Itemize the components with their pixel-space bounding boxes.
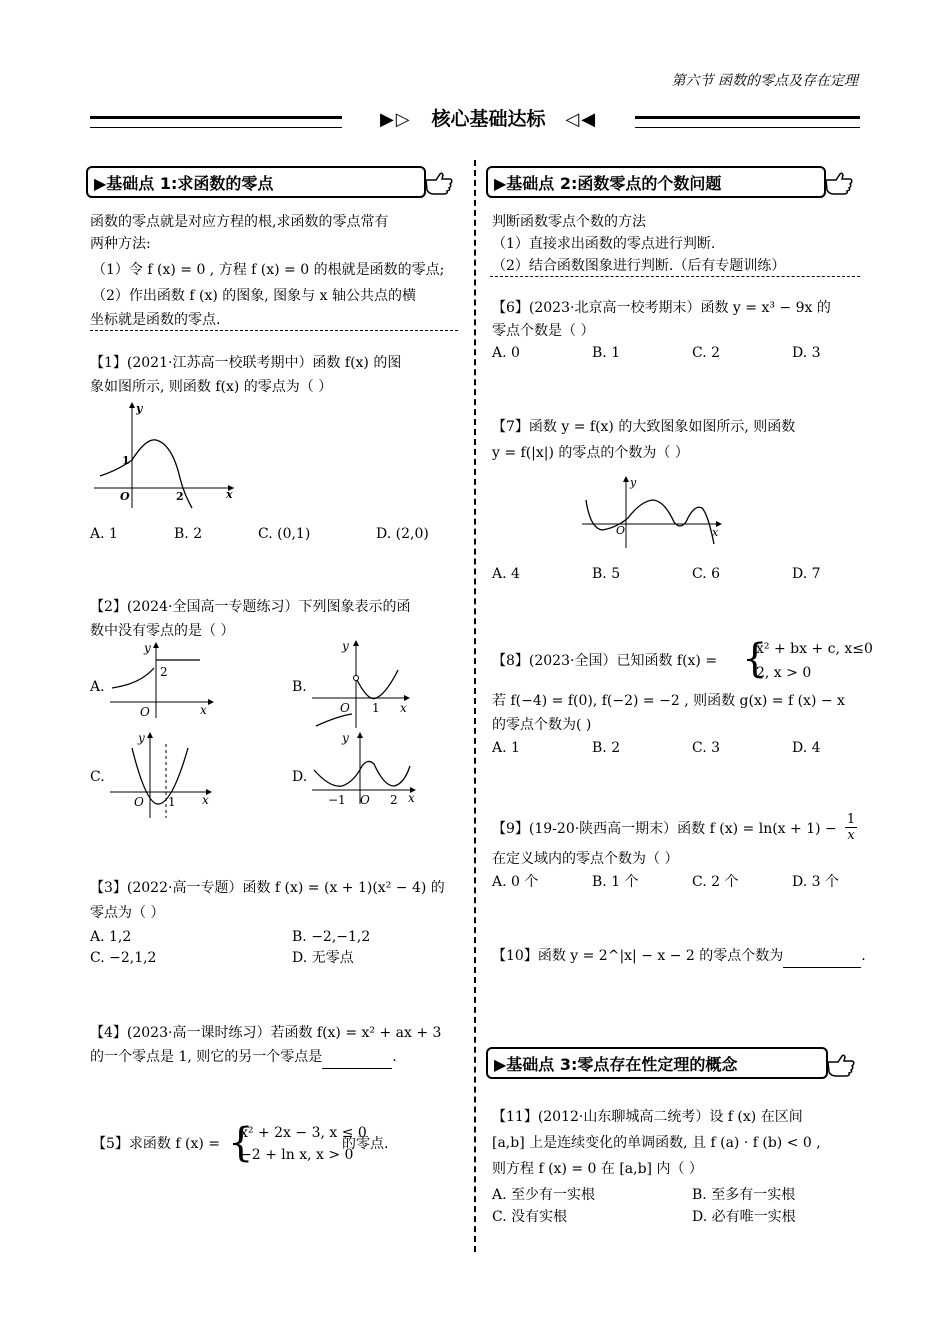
banner-left-arrows: ▶▷ — [379, 109, 412, 130]
q9-option-d[interactable]: D. 3 个 — [792, 874, 839, 890]
q3-stem-2: 零点为（ ） — [90, 905, 165, 921]
q9-option-c[interactable]: C. 2 个 — [692, 874, 739, 890]
q2a-two: 2 — [160, 665, 168, 679]
q6-option-d[interactable]: D. 3 — [792, 345, 821, 361]
q5-case2: −2 + ln x, x > 0 — [240, 1147, 354, 1163]
q7-stem-1: 【7】函数 y = f(x) 的大致图象如图所示, 则函数 — [492, 419, 796, 435]
q8-line3: 的零点个数为( ) — [492, 717, 592, 733]
section1-dashed-rule — [90, 330, 458, 331]
q6-stem-1: 【6】(2023·北京高一校考期末）函数 y = x³ − 9x 的 — [492, 300, 831, 316]
q2a-x: x — [200, 703, 207, 717]
q2-label-d[interactable]: D. — [292, 769, 308, 785]
q7-option-a[interactable]: A. 4 — [492, 566, 520, 582]
q2b-y: y — [342, 639, 349, 653]
chapter-header: 第六节 函数的零点及存在定理 — [671, 73, 858, 89]
q3-option-d[interactable]: D. 无零点 — [292, 950, 354, 966]
pointing-hand-icon — [424, 170, 454, 198]
q11-stem-1: 【11】(2012·山东聊城高二统考）设 f (x) 在区间 — [492, 1109, 803, 1125]
banner-left-rule — [90, 116, 342, 128]
q2-stem-2: 数中没有零点的是（ ） — [90, 623, 235, 639]
q2c-one: 1 — [168, 795, 176, 809]
q1-y-label: y — [136, 402, 143, 415]
q1-stem-2: 象如图所示, 则函数 f(x) 的零点为（ ） — [90, 379, 333, 395]
q2-graph-b — [312, 636, 416, 730]
q1-graph — [94, 398, 244, 510]
q8-option-c[interactable]: C. 3 — [692, 740, 721, 756]
q8-stem-pre: 【8】(2023·全国）已知函数 f(x) = — [492, 653, 718, 669]
q11-stem-2: [a,b] 上是连续变化的单调函数, 且 f (a) · f (b) < 0 , — [492, 1135, 821, 1151]
section2-line-1: 判断函数零点个数的方法 — [492, 214, 646, 230]
q11-option-c[interactable]: C. 没有实根 — [492, 1209, 568, 1225]
q2-graph-d — [312, 728, 420, 810]
q8-option-b[interactable]: B. 2 — [592, 740, 621, 756]
q2-graph-a — [110, 640, 220, 720]
pointing-hand-icon — [826, 1052, 856, 1080]
q9-fraction — [845, 812, 857, 843]
q9-option-a[interactable]: A. 0 个 — [492, 874, 539, 890]
q2-stem-1: 【2】(2024·全国高一专题练习）下列图象表示的函 — [90, 599, 411, 615]
q11-option-d[interactable]: D. 必有唯一实根 — [692, 1209, 796, 1225]
q5-brace: { — [228, 1120, 254, 1166]
q1-option-a[interactable]: A. 1 — [90, 526, 118, 542]
q2-label-c[interactable]: C. — [90, 769, 105, 785]
section1-line-2: 两种方法: — [90, 236, 151, 252]
q2d-o: O — [360, 793, 370, 807]
q8-option-a[interactable]: A. 1 — [492, 740, 520, 756]
q2a-y: y — [144, 641, 151, 655]
q10-stem-line — [492, 945, 866, 968]
q2b-o: O — [340, 701, 350, 715]
q3-option-b[interactable]: B. −2,−1,2 — [292, 929, 371, 945]
q4-answer-blank[interactable] — [322, 1046, 392, 1069]
q1-two-label: 2 — [176, 490, 184, 503]
section2-line-2: （1）直接求出函数的零点进行判断. — [492, 236, 716, 252]
q2b-x: x — [400, 701, 407, 715]
pointing-hand-icon — [824, 170, 854, 198]
q4-stem-2: 的一个零点是 1, 则它的另一个零点是 — [90, 1049, 323, 1065]
q1-option-c[interactable]: C. (0,1) — [258, 526, 311, 542]
q7-option-c[interactable]: C. 6 — [692, 566, 721, 582]
q5-stem-post: 的零点. — [342, 1136, 389, 1152]
q10-stem: 【10】函数 y = 2^|x| − x − 2 的零点个数为 — [492, 948, 784, 964]
q7-option-b[interactable]: B. 5 — [592, 566, 621, 582]
q2c-o: O — [134, 795, 144, 809]
q1-stem-1: 【1】(2021·江苏高一校联考期中）函数 f(x) 的图 — [90, 355, 402, 371]
q8-option-d[interactable]: D. 4 — [792, 740, 821, 756]
q4-stem-line2 — [90, 1046, 397, 1069]
q1-option-d[interactable]: D. (2,0) — [376, 526, 429, 542]
section1-line-4: （2）作出函数 f (x) 的图象, 图象与 x 轴公共点的横 — [92, 288, 416, 304]
q1-one-label: 1 — [122, 454, 130, 467]
section1-line-3: （1）令 f (x) = 0 , 方程 f (x) = 0 的根就是函数的零点; — [92, 262, 445, 278]
q6-option-a[interactable]: A. 0 — [492, 345, 520, 361]
q6-option-c[interactable]: C. 2 — [692, 345, 721, 361]
q2a-o: O — [140, 705, 150, 719]
q2d-neg1: −1 — [328, 793, 346, 807]
banner-right-rule — [635, 116, 860, 128]
q2-label-a[interactable]: A. — [90, 679, 105, 695]
banner-title: 核心基础达标 — [431, 108, 546, 130]
q8-case2: 2, x > 0 — [756, 665, 812, 681]
q2-label-b[interactable]: B. — [292, 679, 307, 695]
q1-option-b[interactable]: B. 2 — [174, 526, 203, 542]
q9-option-b[interactable]: B. 1 个 — [592, 874, 639, 890]
column-divider — [474, 160, 476, 1252]
banner-title-wrap — [342, 108, 635, 131]
section2-line-3: （2）结合函数图象进行判断.（后有专题训练） — [492, 258, 786, 274]
q3-option-a[interactable]: A. 1,2 — [90, 929, 132, 945]
q6-stem-2: 零点个数是（ ） — [492, 323, 595, 339]
q3-option-c[interactable]: C. −2,1,2 — [90, 950, 157, 966]
q2d-x: x — [408, 791, 415, 805]
q11-stem-3: 则方程 f (x) = 0 在 [a,b] 内（ ） — [492, 1161, 703, 1177]
banner-right-arrows: ◁◀ — [565, 109, 598, 130]
q2-graph-c — [110, 728, 220, 820]
q2d-two: 2 — [390, 793, 398, 807]
section1-line-5: 坐标就是函数的零点. — [90, 312, 221, 328]
q7-y: y — [630, 476, 637, 489]
q9-frac-num: 1 — [846, 812, 856, 827]
q7-option-d[interactable]: D. 7 — [792, 566, 821, 582]
q11-option-b[interactable]: B. 至多有一实根 — [692, 1187, 796, 1203]
q2d-y: y — [342, 731, 349, 745]
q9-stem-pre: 【9】(19-20·陕西高一期末）函数 f (x) = ln(x + 1) − — [492, 821, 837, 837]
q7-stem-2: y = f(|x|) 的零点的个数为（ ） — [492, 445, 689, 461]
q5-stem-pre: 【5】求函数 f (x) = — [92, 1136, 220, 1152]
q2c-y: y — [138, 731, 145, 745]
q1-origin-label: O — [120, 490, 130, 503]
q9-frac-den: x — [847, 828, 855, 843]
q11-option-a[interactable]: A. 至少有一实根 — [492, 1187, 596, 1203]
q10-end: . — [861, 948, 866, 964]
section1-title: ▶基础点 1:求函数的零点 — [86, 166, 426, 198]
q6-option-b[interactable]: B. 1 — [592, 345, 621, 361]
q8-brace: { — [742, 636, 768, 682]
q8-case1: x² + bx + c, x≤0 — [756, 641, 873, 657]
q7-o: O — [616, 524, 626, 537]
section1-line-1: 函数的零点就是对应方程的根,求函数的零点常有 — [90, 214, 389, 230]
q8-line2: 若 f(−4) = f(0), f(−2) = −2 , 则函数 g(x) = f (x) − x — [492, 693, 845, 709]
q7-x: x — [712, 526, 719, 539]
q4-stem-end: . — [392, 1049, 397, 1065]
q2b-one: 1 — [372, 701, 380, 715]
banner — [90, 104, 860, 138]
q1-x-label: x — [226, 488, 233, 501]
q4-stem-1: 【4】(2023·高一课时练习）若函数 f(x) = x² + ax + 3 — [90, 1025, 442, 1041]
q9-line2: 在定义域内的零点个数为（ ） — [492, 851, 679, 867]
q2c-x: x — [202, 793, 209, 807]
q3-stem-1: 【3】(2022·高一专题）函数 f (x) = (x + 1)(x² − 4) 的 — [90, 880, 445, 896]
section2-dashed-rule — [490, 276, 860, 277]
q5-case1: x² + 2x − 3, x ≤ 0 — [240, 1125, 367, 1141]
section2-title: ▶基础点 2:函数零点的个数问题 — [486, 166, 826, 198]
section3-title: ▶基础点 3:零点存在性定理的概念 — [486, 1047, 828, 1079]
q7-graph — [580, 474, 726, 550]
q10-answer-blank[interactable] — [783, 945, 861, 968]
